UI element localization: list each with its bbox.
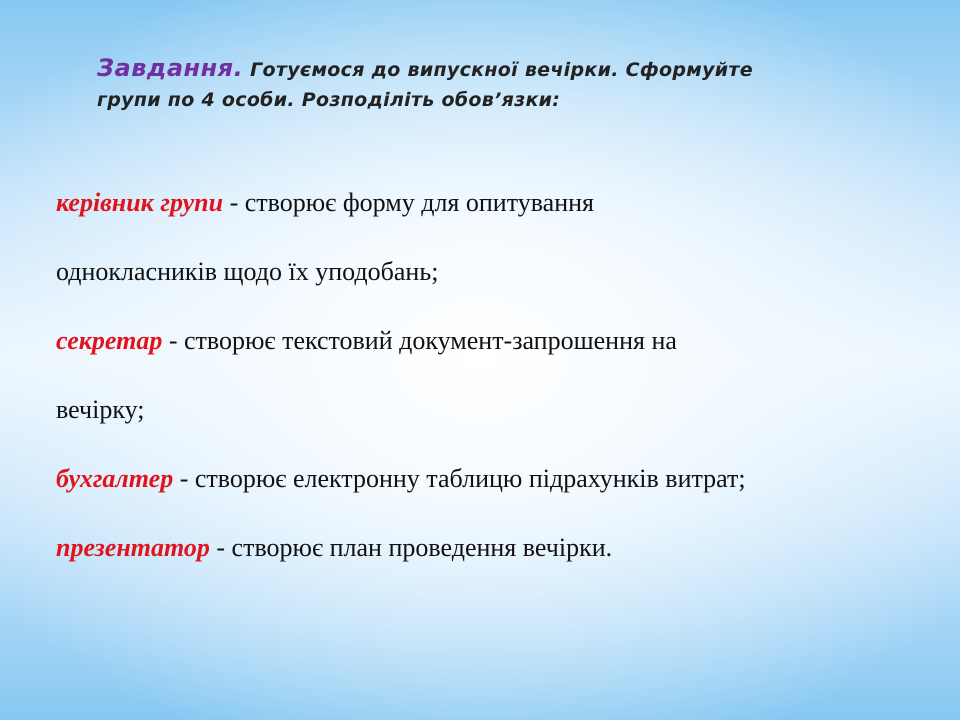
role-description: однокласників щодо їх уподобань; bbox=[56, 257, 439, 286]
role-line-secretary bbox=[56, 319, 936, 363]
role-line-presenter bbox=[56, 526, 936, 570]
role-description: вечірку; bbox=[56, 395, 145, 424]
role-description: - створює план проведення вечірки. bbox=[209, 533, 613, 562]
task-text-line2: групи по 4 особи. Розподіліть обов’язки: bbox=[97, 89, 561, 111]
role-name: секретар bbox=[56, 326, 163, 355]
roles-list bbox=[56, 181, 936, 595]
role-name: керівник групи bbox=[56, 188, 224, 217]
role-line-leader bbox=[56, 181, 936, 225]
role-name: презентатор bbox=[56, 533, 210, 562]
role-line-leader-cont bbox=[56, 250, 936, 294]
task-label: Завдання. bbox=[97, 54, 244, 82]
role-line-accountant bbox=[56, 457, 936, 501]
role-line-secretary-cont bbox=[56, 388, 936, 432]
role-description: - створює електронну таблицю підрахунків витрат; bbox=[173, 464, 746, 493]
role-description: - створює форму для опитування bbox=[223, 188, 594, 217]
role-name: бухгалтер bbox=[56, 464, 174, 493]
task-text: Готуємося до випускної вечірки. Сформуйте bbox=[250, 59, 753, 81]
role-description: - створює текстовий документ-запрошення на bbox=[162, 326, 677, 355]
task-heading bbox=[97, 53, 897, 115]
